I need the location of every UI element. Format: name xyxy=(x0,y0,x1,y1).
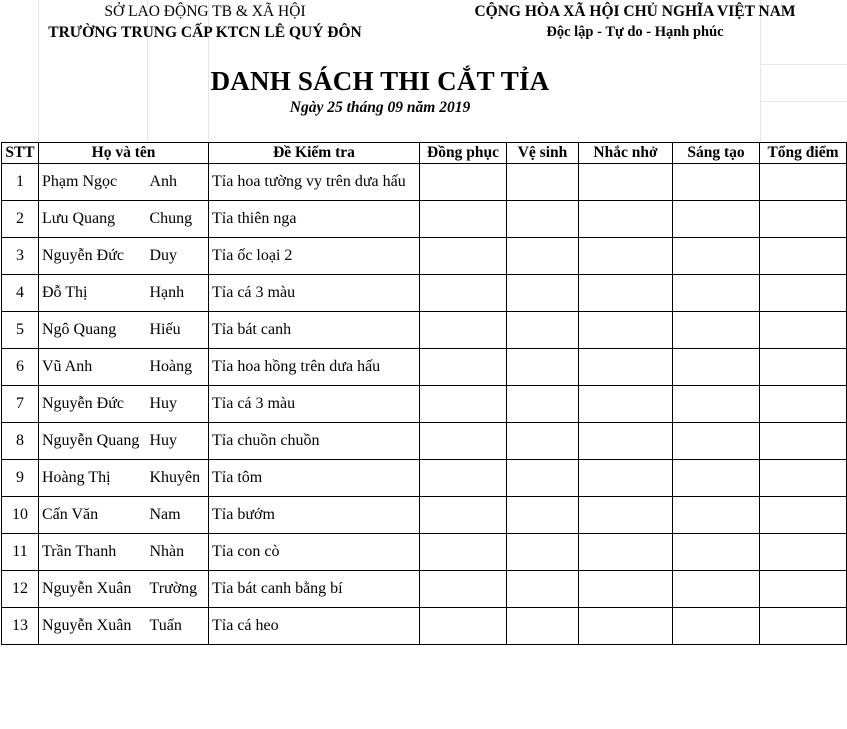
row-exam: Tỉa chuồn chuồn xyxy=(209,423,420,460)
row-family-name: Nguyễn Quang xyxy=(39,423,148,460)
row-total-score[interactable] xyxy=(760,534,847,571)
row-reminder-score[interactable] xyxy=(579,534,673,571)
row-hygiene-score[interactable] xyxy=(507,571,579,608)
row-stt: 7 xyxy=(2,386,39,423)
row-family-name: Vũ Anh xyxy=(39,349,148,386)
table-row xyxy=(2,423,847,460)
row-total-score[interactable] xyxy=(760,460,847,497)
row-creativity-score[interactable] xyxy=(673,164,760,201)
row-stt: 3 xyxy=(2,238,39,275)
row-family-name: Nguyễn Xuân xyxy=(39,571,148,608)
row-reminder-score[interactable] xyxy=(579,386,673,423)
row-given-name: Tuấn xyxy=(148,608,209,645)
row-uniform-score[interactable] xyxy=(420,312,507,349)
row-total-score[interactable] xyxy=(760,571,847,608)
row-exam: Tỉa hoa hồng trên dưa hấu xyxy=(209,349,420,386)
row-uniform-score[interactable] xyxy=(420,423,507,460)
row-stt: 10 xyxy=(2,497,39,534)
gridline xyxy=(760,101,847,102)
row-uniform-score[interactable] xyxy=(420,608,507,645)
row-creativity-score[interactable] xyxy=(673,312,760,349)
row-reminder-score[interactable] xyxy=(579,571,673,608)
header-name: Họ và tên xyxy=(39,143,209,164)
row-exam: Tỉa tôm xyxy=(209,460,420,497)
row-exam: Tỉa con cò xyxy=(209,534,420,571)
row-given-name: Anh xyxy=(148,164,209,201)
row-uniform-score[interactable] xyxy=(420,460,507,497)
row-stt: 11 xyxy=(2,534,39,571)
row-uniform-score[interactable] xyxy=(420,571,507,608)
row-family-name: Trần Thanh xyxy=(39,534,148,571)
row-stt: 13 xyxy=(2,608,39,645)
row-given-name: Chung xyxy=(148,201,209,238)
row-reminder-score[interactable] xyxy=(579,312,673,349)
row-hygiene-score[interactable] xyxy=(507,275,579,312)
row-stt: 12 xyxy=(2,571,39,608)
row-hygiene-score[interactable] xyxy=(507,201,579,238)
row-family-name: Lưu Quang xyxy=(39,201,148,238)
row-exam: Tỉa bướm xyxy=(209,497,420,534)
row-reminder-score[interactable] xyxy=(579,460,673,497)
row-family-name: Nguyễn Đức xyxy=(39,238,148,275)
row-uniform-score[interactable] xyxy=(420,238,507,275)
row-total-score[interactable] xyxy=(760,164,847,201)
row-creativity-score[interactable] xyxy=(673,571,760,608)
row-exam: Tỉa cá 3 màu xyxy=(209,386,420,423)
row-given-name: Huy xyxy=(148,386,209,423)
row-given-name: Nam xyxy=(148,497,209,534)
country-name: CỘNG HÒA XÃ HỘI CHỦ NGHĨA VIỆT NAM xyxy=(474,3,796,20)
row-reminder-score[interactable] xyxy=(579,164,673,201)
row-total-score[interactable] xyxy=(760,275,847,312)
row-stt: 2 xyxy=(2,201,39,238)
header-exam: Đề Kiểm tra xyxy=(209,143,420,164)
row-total-score[interactable] xyxy=(760,497,847,534)
row-hygiene-score[interactable] xyxy=(507,534,579,571)
row-hygiene-score[interactable] xyxy=(507,386,579,423)
row-creativity-score[interactable] xyxy=(673,460,760,497)
row-given-name: Khuyên xyxy=(148,460,209,497)
row-given-name: Hoàng xyxy=(148,349,209,386)
table-body xyxy=(2,164,847,645)
header-total: Tổng điểm xyxy=(760,143,847,164)
gridline xyxy=(760,0,761,142)
row-family-name: Phạm Ngọc xyxy=(39,164,148,201)
table-row xyxy=(2,571,847,608)
row-creativity-score[interactable] xyxy=(673,423,760,460)
row-exam: Tỉa hoa tường vy trên dưa hấu xyxy=(209,164,420,201)
row-hygiene-score[interactable] xyxy=(507,312,579,349)
row-family-name: Đỗ Thị xyxy=(39,275,148,312)
page-title: DANH SÁCH THI CẮT TỈA xyxy=(210,66,550,96)
row-exam: Tỉa cá heo xyxy=(209,608,420,645)
school-name: TRƯỜNG TRUNG CẤP KTCN LÊ QUÝ ĐÔN xyxy=(48,24,362,41)
row-uniform-score[interactable] xyxy=(420,386,507,423)
row-hygiene-score[interactable] xyxy=(507,238,579,275)
header-uniform: Đồng phục xyxy=(420,143,507,164)
row-total-score[interactable] xyxy=(760,312,847,349)
ministry-name: SỞ LAO ĐỘNG TB & XÃ HỘI xyxy=(104,3,306,20)
row-exam: Tỉa bát canh bằng bí xyxy=(209,571,420,608)
row-uniform-score[interactable] xyxy=(420,534,507,571)
row-reminder-score[interactable] xyxy=(579,201,673,238)
row-stt: 8 xyxy=(2,423,39,460)
header-stt: STT xyxy=(2,143,39,164)
row-exam: Tỉa bát canh xyxy=(209,312,420,349)
row-creativity-score[interactable] xyxy=(673,386,760,423)
row-reminder-score[interactable] xyxy=(579,238,673,275)
row-uniform-score[interactable] xyxy=(420,164,507,201)
row-given-name: Nhàn xyxy=(148,534,209,571)
row-given-name: Trường xyxy=(148,571,209,608)
row-total-score[interactable] xyxy=(760,386,847,423)
gridline xyxy=(760,64,847,65)
table-row xyxy=(2,238,847,275)
table-row xyxy=(2,460,847,497)
table-row xyxy=(2,312,847,349)
row-stt: 4 xyxy=(2,275,39,312)
row-creativity-score[interactable] xyxy=(673,497,760,534)
row-exam: Tỉa cá 3 màu xyxy=(209,275,420,312)
row-creativity-score[interactable] xyxy=(673,201,760,238)
row-total-score[interactable] xyxy=(760,238,847,275)
row-creativity-score[interactable] xyxy=(673,275,760,312)
table-row xyxy=(2,608,847,645)
row-reminder-score[interactable] xyxy=(579,497,673,534)
row-family-name: Cấn Văn xyxy=(39,497,148,534)
row-reminder-score[interactable] xyxy=(579,349,673,386)
row-uniform-score[interactable] xyxy=(420,497,507,534)
row-family-name: Ngô Quang xyxy=(39,312,148,349)
row-family-name: Nguyễn Đức xyxy=(39,386,148,423)
row-total-score[interactable] xyxy=(760,608,847,645)
table-row xyxy=(2,164,847,201)
table-row xyxy=(2,201,847,238)
row-exam: Tỉa thiên nga xyxy=(209,201,420,238)
exam-date: Ngày 25 tháng 09 năm 2019 xyxy=(289,99,471,116)
header-reminder: Nhắc nhở xyxy=(579,143,673,164)
row-hygiene-score[interactable] xyxy=(507,423,579,460)
row-stt: 9 xyxy=(2,460,39,497)
row-hygiene-score[interactable] xyxy=(507,349,579,386)
row-total-score[interactable] xyxy=(760,349,847,386)
row-total-score[interactable] xyxy=(760,423,847,460)
table-header-row xyxy=(2,143,847,164)
row-given-name: Hạnh xyxy=(148,275,209,312)
row-hygiene-score[interactable] xyxy=(507,460,579,497)
row-creativity-score[interactable] xyxy=(673,349,760,386)
row-given-name: Huy xyxy=(148,423,209,460)
row-creativity-score[interactable] xyxy=(673,238,760,275)
row-stt: 5 xyxy=(2,312,39,349)
row-family-name: Hoàng Thị xyxy=(39,460,148,497)
national-motto: Độc lập - Tự do - Hạnh phúc xyxy=(546,24,724,40)
row-hygiene-score[interactable] xyxy=(507,164,579,201)
row-uniform-score[interactable] xyxy=(420,349,507,386)
header-hygiene: Vệ sinh xyxy=(507,143,579,164)
row-family-name: Nguyễn Xuân xyxy=(39,608,148,645)
exam-table xyxy=(1,142,847,645)
row-total-score[interactable] xyxy=(760,201,847,238)
row-stt: 6 xyxy=(2,349,39,386)
row-creativity-score[interactable] xyxy=(673,534,760,571)
table-row xyxy=(2,275,847,312)
row-reminder-score[interactable] xyxy=(579,608,673,645)
row-hygiene-score[interactable] xyxy=(507,608,579,645)
row-uniform-score[interactable] xyxy=(420,201,507,238)
row-stt: 1 xyxy=(2,164,39,201)
row-reminder-score[interactable] xyxy=(579,275,673,312)
row-creativity-score[interactable] xyxy=(673,608,760,645)
table-row xyxy=(2,534,847,571)
row-hygiene-score[interactable] xyxy=(507,497,579,534)
row-exam: Tỉa ốc loại 2 xyxy=(209,238,420,275)
row-uniform-score[interactable] xyxy=(420,275,507,312)
table-row xyxy=(2,349,847,386)
table-row xyxy=(2,386,847,423)
header-creativity: Sáng tạo xyxy=(673,143,760,164)
row-reminder-score[interactable] xyxy=(579,423,673,460)
table-row xyxy=(2,497,847,534)
row-given-name: Hiếu xyxy=(148,312,209,349)
row-given-name: Duy xyxy=(148,238,209,275)
